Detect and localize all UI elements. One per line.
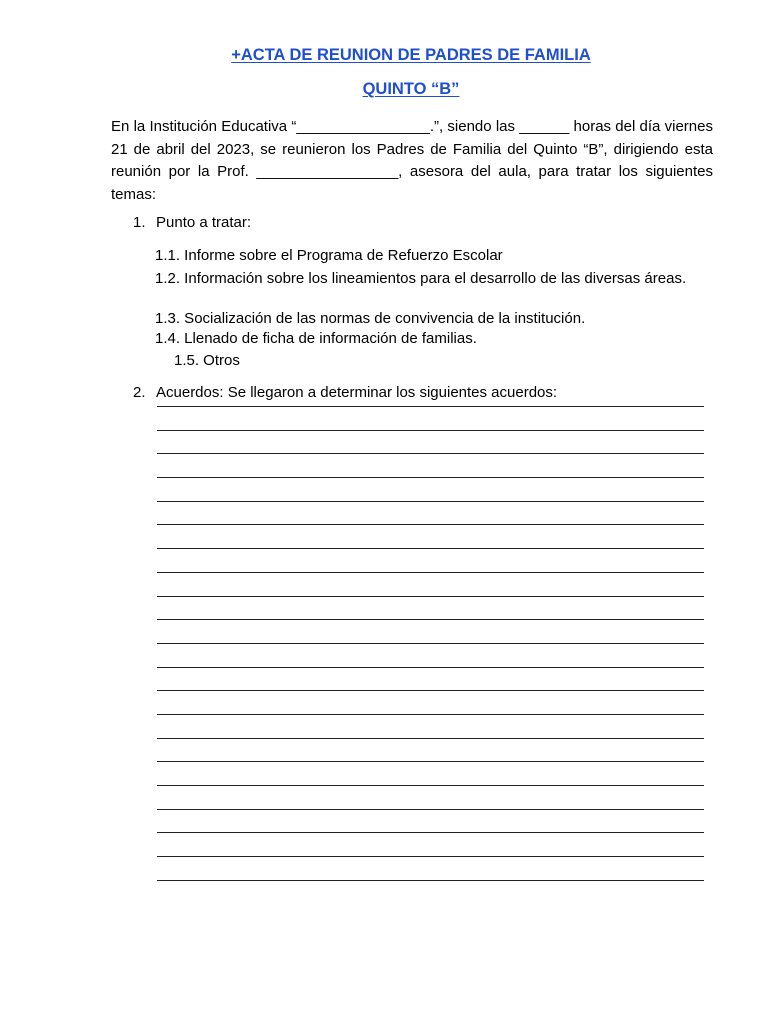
blank-line <box>157 548 704 549</box>
blank-line <box>157 477 704 478</box>
blank-line <box>157 406 704 407</box>
blank-line <box>157 832 704 833</box>
blank-line <box>157 453 704 454</box>
subitem-1-4: 1.4. Llenado de ficha de información de familias. <box>155 330 477 347</box>
blank-line <box>157 785 704 786</box>
blank-line <box>157 430 704 431</box>
blank-line <box>157 667 704 668</box>
blank-line <box>157 714 704 715</box>
blank-line <box>157 880 704 881</box>
subitem-1-2-text: 1.2. Información sobre los lineamientos para el desarrollo de las diversas áreas. <box>155 270 687 287</box>
blank-line <box>157 524 704 525</box>
agreements-blank-lines <box>157 406 704 903</box>
blank-line <box>157 619 704 620</box>
document-subtitle: QUINTO “B” <box>362 80 460 98</box>
blank-line <box>157 501 704 502</box>
blank-line <box>157 809 704 810</box>
subitem-1-3: 1.3. Socialización de las normas de convivencia de la institución. <box>155 310 586 327</box>
section-1-label: Punto a tratar: <box>156 214 252 231</box>
blank-line <box>157 856 704 857</box>
blank-line <box>157 738 704 739</box>
subitem-1-1: 1.1. Informe sobre el Programa de Refuerzo Escolar <box>155 247 503 264</box>
section-1-number: 1. <box>133 214 146 231</box>
blank-line <box>157 572 704 573</box>
section-2-number: 2. <box>133 384 146 401</box>
blank-line <box>157 643 704 644</box>
section-1-heading <box>133 214 251 231</box>
document-title: +ACTA DE REUNION DE PADRES DE FAMILIA <box>231 46 591 64</box>
blank-line <box>157 761 704 762</box>
blank-line <box>157 596 704 597</box>
intro-paragraph: En la Institución Educativa “________________.”, siendo las ______ horas del día viernes 21 de abril del 2023, se reunieron los Padres de Familia del Quinto “B”, dirigiendo esta reunión por la Prof. _________________, asesora del aula, para tratar los siguientes temas: <box>111 118 713 203</box>
section-2-label: Acuerdos: Se llegaron a determinar los siguientes acuerdos: <box>156 384 558 401</box>
section-2-heading <box>133 384 557 401</box>
subitem-1-2 <box>155 268 713 289</box>
subitem-1-5: 1.5. Otros <box>174 352 240 369</box>
blank-line <box>157 690 704 691</box>
